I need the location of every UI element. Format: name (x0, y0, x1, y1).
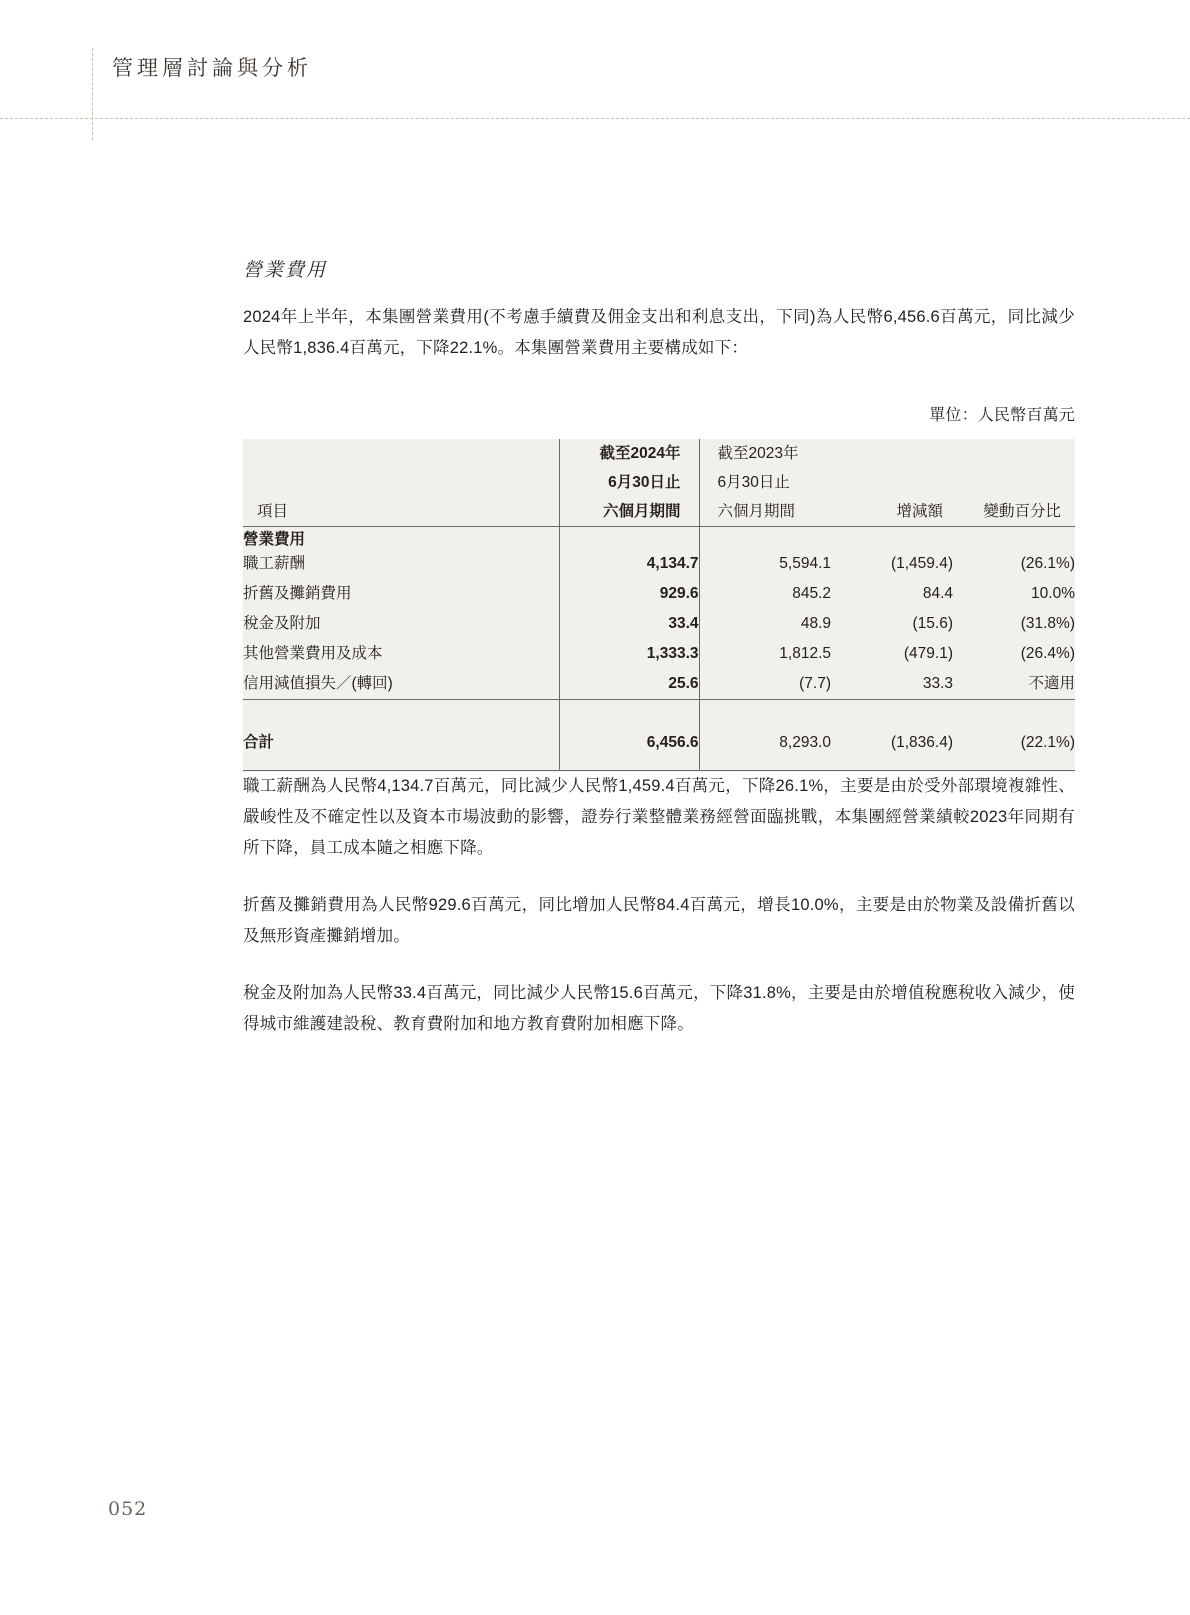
row-y2023: 5,594.1 (699, 549, 831, 579)
row-delta: 33.3 (831, 669, 953, 700)
table-row (243, 549, 1075, 579)
row-item: 其他營業費用及成本 (243, 639, 559, 669)
table-header-row (243, 439, 1075, 527)
row-y2024: 25.6 (559, 669, 699, 700)
spacer-y2023 (699, 700, 831, 718)
row-item: 信用減值損失／(轉回) (243, 669, 559, 700)
total-y2023: 8,293.0 (699, 718, 831, 771)
running-title: 管理層討論與分析 (112, 56, 312, 80)
page-number: 052 (108, 1498, 148, 1520)
section-title: 營業費用 (243, 259, 328, 281)
header-y2023-line3: 六個月期間 (717, 503, 796, 520)
header-divider-horizontal (0, 118, 1190, 119)
row-delta: (1,459.4) (831, 549, 953, 579)
row-pct: (26.4%) (953, 639, 1075, 669)
header-y2023-line2: 6月30日止 (717, 474, 790, 491)
row-item: 職工薪酬 (243, 549, 559, 579)
table-group-row (243, 527, 1075, 549)
header-y2024-line2: 6月30日止 (608, 474, 681, 491)
row-y2023: (7.7) (699, 669, 831, 700)
header-y2023 (699, 439, 831, 527)
row-pct: 10.0% (953, 579, 1075, 609)
operating-expenses-table (243, 439, 1075, 771)
spacer-item (243, 700, 559, 718)
header-y2024-line3: 六個月期間 (602, 503, 681, 520)
analysis-paragraph-2: 折舊及攤銷費用為人民幣929.6百萬元，同比增加人民幣84.4百萬元，增長10.0%，主要是由於物業及設備折舊以及無形資產攤銷增加。 (243, 896, 1075, 945)
row-pct: 不適用 (953, 669, 1075, 700)
table-row (243, 639, 1075, 669)
group-blank-y2024 (559, 527, 699, 549)
analysis-paragraph-1: 職工薪酬為人民幣4,134.7百萬元，同比減少人民幣1,459.4百萬元，下降26.1%，主要是由於受外部環境複雜性、嚴峻性及不確定性以及資本市場波動的影響，證券行業整體業務經營面臨挑戰，本集團經營業績較2023年同期有所下降，員工成本隨之相應下降。 (243, 777, 1075, 857)
group-blank-pct (953, 527, 1075, 549)
analysis-paragraph-3: 稅金及附加為人民幣33.4百萬元，同比減少人民幣15.6百萬元，下降31.8%，主要是由於增值稅應稅收入減少，使得城市維護建設稅、教育費附加和地方教育費附加相應下降。 (243, 984, 1075, 1033)
spacer-pct (953, 700, 1075, 718)
row-pct: (31.8%) (953, 609, 1075, 639)
total-delta: (1,836.4) (831, 718, 953, 771)
spacer-y2024 (559, 700, 699, 718)
row-y2023: 845.2 (699, 579, 831, 609)
header-item: 項目 (243, 439, 559, 527)
table-total-row (243, 718, 1075, 771)
section-intro-paragraph: 2024年上半年，本集團營業費用(不考慮手續費及佣金支出和利息支出，下同)為人民幣6,456.6百萬元，同比減少人民幣1,836.4百萬元，下降22.1%。本集團營業費用主要構成如下： (243, 308, 1075, 357)
header-delta: 增減額 (831, 439, 953, 527)
group-blank-delta (831, 527, 953, 549)
header-y2024-line1: 截至2024年 (599, 445, 681, 462)
total-y2024: 6,456.6 (559, 718, 699, 771)
header-y2024 (559, 439, 699, 527)
spacer-delta (831, 700, 953, 718)
row-item: 折舊及攤銷費用 (243, 579, 559, 609)
header-y2023-line1: 截至2023年 (717, 445, 799, 462)
total-pct: (22.1%) (953, 718, 1075, 771)
row-item: 稅金及附加 (243, 609, 559, 639)
group-blank-y2023 (699, 527, 831, 549)
group-label: 營業費用 (243, 527, 559, 549)
row-y2024: 4,134.7 (559, 549, 699, 579)
row-delta: (15.6) (831, 609, 953, 639)
header-divider-vertical (92, 48, 93, 140)
page-header (0, 0, 1190, 140)
row-delta: (479.1) (831, 639, 953, 669)
header-pct: 變動百分比 (953, 439, 1075, 527)
row-y2023: 48.9 (699, 609, 831, 639)
row-y2024: 929.6 (559, 579, 699, 609)
row-y2024: 1,333.3 (559, 639, 699, 669)
table-row (243, 609, 1075, 639)
table-row (243, 579, 1075, 609)
row-pct: (26.1%) (953, 549, 1075, 579)
row-y2023: 1,812.5 (699, 639, 831, 669)
row-y2024: 33.4 (559, 609, 699, 639)
table-spacer-row (243, 700, 1075, 718)
table-unit-note: 單位：人民幣百萬元 (929, 407, 1075, 424)
table-row (243, 669, 1075, 700)
page-content (243, 255, 1075, 1066)
total-label: 合計 (243, 718, 559, 771)
row-delta: 84.4 (831, 579, 953, 609)
